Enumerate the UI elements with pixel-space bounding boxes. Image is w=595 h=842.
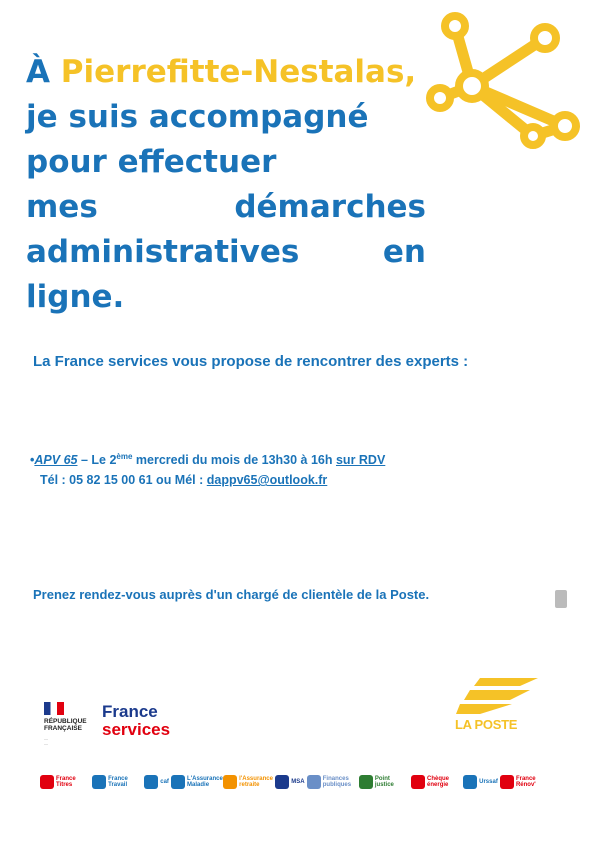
headline-word: mes <box>26 189 98 225</box>
partner-logo-icon <box>40 775 54 789</box>
headline <box>26 50 426 320</box>
republic-text <box>44 718 94 732</box>
intro-text: La France services vous propose de rencontrer des experts : <box>33 353 469 370</box>
partner-logo-label: l'Assurance retraite <box>239 776 273 788</box>
republic-line-1: RÉPUBLIQUE <box>44 718 87 725</box>
partner-logo-label: France Titres <box>56 776 76 788</box>
bullet: • <box>30 453 35 468</box>
partner-logo <box>92 775 142 789</box>
partner-logo <box>144 775 169 789</box>
france-services-logo <box>102 703 170 739</box>
side-legal-text <box>556 300 564 610</box>
partner-logo <box>223 775 273 789</box>
appointment-contact <box>30 470 500 490</box>
ordinal-suffix: ème <box>116 452 133 461</box>
headline-line-6: ligne. <box>26 279 125 315</box>
partner-logo-label: Urssaf <box>479 779 498 785</box>
france-services-line-2: services <box>102 720 171 739</box>
headline-word: administratives <box>26 234 300 270</box>
partner-logo-label: caf <box>160 779 169 785</box>
partner-logo <box>171 775 221 789</box>
email-link[interactable]: dappv65@outlook.fr <box>206 473 328 488</box>
la-poste-wordmark: LA POSTE <box>455 717 518 732</box>
partner-logo <box>307 775 357 789</box>
appointment-schedule <box>30 447 500 470</box>
side-logo-icon <box>555 590 567 608</box>
partner-logo-icon <box>92 775 106 789</box>
schedule-text: mercredi du mois de 13h30 à 16h <box>132 453 336 468</box>
headline-word: en <box>382 234 426 270</box>
partner-logo-label: France Rénov' <box>515 776 536 788</box>
headline-line-5 <box>26 230 426 275</box>
partner-logo <box>359 775 409 789</box>
booking-link[interactable]: sur RDV <box>335 453 386 468</box>
partner-logo-icon <box>463 775 477 789</box>
partner-logo <box>40 775 90 789</box>
town-name: Pierrefitte-Nestalas, <box>60 54 417 90</box>
france-services-line-1: France <box>102 702 158 721</box>
partner-logo <box>411 775 461 789</box>
partner-logo-icon <box>500 775 514 789</box>
partner-logo <box>500 775 550 789</box>
partner-logos <box>40 768 550 796</box>
org-name: APV 65 <box>34 453 78 468</box>
appointment-info <box>30 447 500 490</box>
republique-francaise-logo <box>44 702 94 746</box>
partner-logo-icon <box>359 775 373 789</box>
republic-motto-icon: — — <box>44 736 48 746</box>
partner-logo <box>463 775 498 789</box>
partner-logo-label: Chèque énergie <box>427 776 450 788</box>
contact-text: Tél : 05 82 15 00 61 ou Mél : <box>40 473 207 488</box>
partner-logo-icon <box>171 775 185 789</box>
partner-logo-label: France Travail <box>108 776 128 788</box>
headline-line-3: pour effectuer <box>26 144 277 180</box>
partner-logo-icon <box>411 775 425 789</box>
partner-logo-icon <box>275 775 289 789</box>
partner-logo-icon <box>144 775 158 789</box>
partner-logo-label: MSA <box>291 779 305 785</box>
republic-line-2: FRANÇAISE <box>44 725 82 732</box>
call-to-action: Prenez rendez-vous auprès d'un chargé de clientèle de la Poste. <box>33 587 430 602</box>
headline-word: démarches <box>234 189 426 225</box>
partner-logo-icon <box>307 775 321 789</box>
partner-logo-icon <box>223 775 237 789</box>
headline-line-1 <box>26 50 426 95</box>
network-graphic <box>415 8 585 168</box>
partner-logo-label: Point justice <box>374 776 394 788</box>
partner-logo-label: L'Assurance Maladie <box>187 776 223 788</box>
headline-prefix: À <box>26 54 61 90</box>
schedule-text: – Le 2 <box>77 453 117 468</box>
partner-logo-label: Finances publiques <box>322 776 352 788</box>
headline-line-4 <box>26 185 426 230</box>
partner-logo <box>275 775 304 789</box>
marianne-flag-icon <box>44 702 64 715</box>
headline-line-2: je suis accompagné <box>26 99 369 135</box>
